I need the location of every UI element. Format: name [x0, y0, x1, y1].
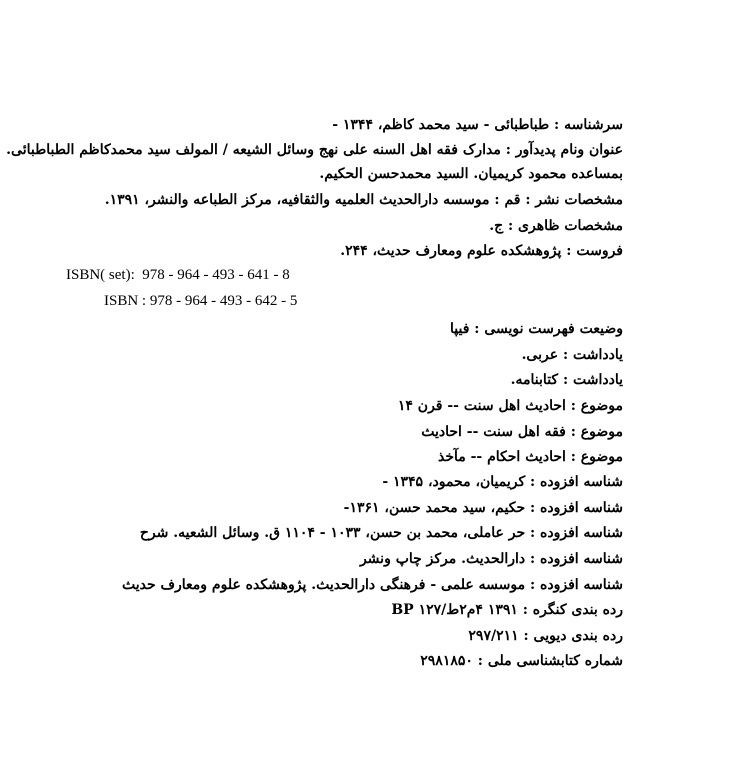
subject-line-1: موضوع : احادیث اهل سنت -- قرن ۱۴ [397, 398, 623, 414]
added-entry-line-4: شناسه افزوده : دارالحدیث. مرکز چاپ ونشر [359, 551, 623, 567]
series-line: فروست : پژوهشکده علوم ومعارف حدیث، ۲۴۴. [340, 243, 623, 259]
added-entry-line-3: شناسه افزوده : حر عاملی، محمد بن حسن، ۱۰۳۳ - ۱۱۰۴ ق. وسائل الشعیه. شرح [139, 525, 623, 541]
title-line: عنوان ونام پدیدآور : مدارک فقه اهل السنه علی نهج وسائل الشیعه / المولف سید محمدکاظم الطباطبائی. [6, 142, 623, 158]
main-entry-line: سرشناسه : طباطبائی - سید محمد کاظم، ۱۳۴۴ - [332, 117, 623, 133]
dewey-classification-line: رده بندی دیویی : ۲۹۷/۲۱۱ [468, 628, 623, 644]
isbn-set-line: ISBN( set): 978 - 964 - 493 - 641 - 8 [66, 267, 290, 283]
physical-description-line: مشخصات ظاهری : ج. [489, 218, 623, 234]
note-language-line: یادداشت : عربی. [521, 347, 623, 363]
publication-line: مشخصات نشر : قم : موسسه دارالحدیث العلمیه والثقافیه، مرکز الطباعه والنشر، ۱۳۹۱. [104, 192, 623, 208]
lc-classification-line: رده بندی کنگره : ۱۳۹۱ ۴م۲ط/۱۲۷ BP [391, 602, 623, 618]
note-bibliography-line: یادداشت : کتابنامه. [510, 372, 623, 388]
national-bibliography-number-line: شماره کتابشناسی ملی : ۲۹۸۱۸۵۰ [420, 653, 623, 669]
added-entry-line-2: شناسه افزوده : حکیم، سید محمد حسن، ۱۳۶۱- [343, 500, 623, 516]
added-entry-line-1: شناسه افزوده : کریمیان، محمود، ۱۳۴۵ - [382, 474, 623, 490]
cataloging-status-line: وضیعت فهرست نویسی : فیپا [450, 321, 623, 337]
isbn-line: ISBN : 978 - 964 - 493 - 642 - 5 [104, 293, 298, 309]
subject-line-3: موضوع : احادیث احکام -- مآخذ [437, 449, 623, 465]
title-continuation-line: بمساعده محمود کریمیان. السید محمدحسن الحکیم. [319, 166, 623, 182]
subject-line-2: موضوع : فقه اهل سنت -- احادیث [421, 424, 623, 440]
added-entry-line-5: شناسه افزوده : موسسه علمی - فرهنگی دارالحدیث. پژوهشکده علوم ومعارف حدیث [121, 577, 623, 593]
